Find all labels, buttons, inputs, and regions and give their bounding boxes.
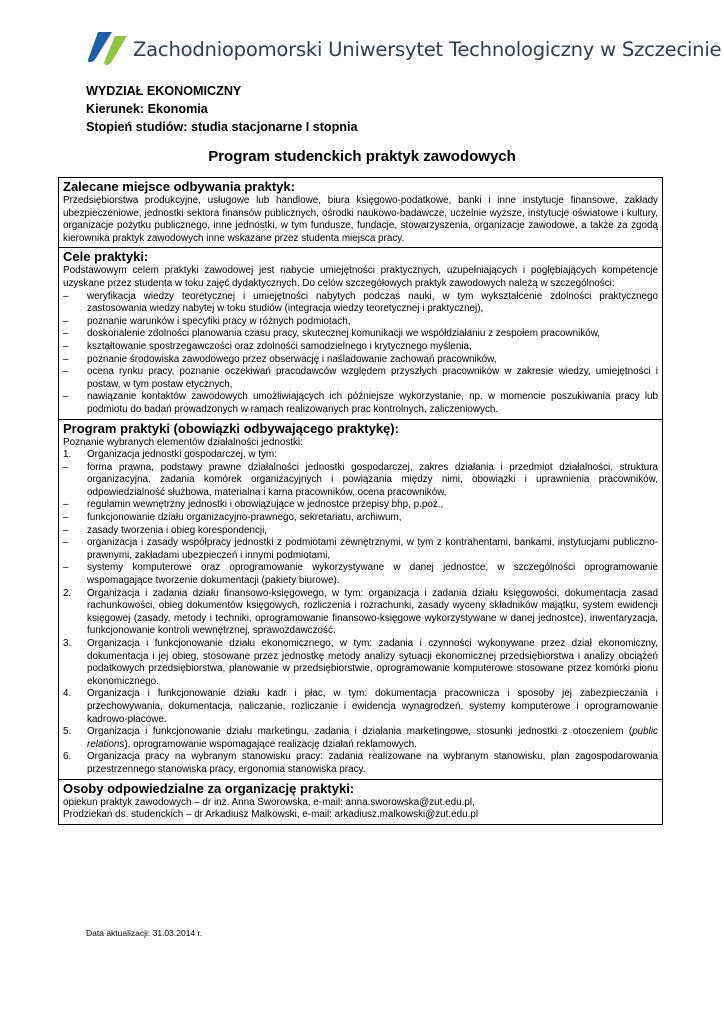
list-item-text: ocena rynku pracy, poznanie oczekiwań pracodawców względem przyszłych pracowników w zakresie wiedzy, umiejętności i postaw, w tym postaw etycznych, — [87, 366, 658, 390]
list-dash: – — [63, 366, 69, 378]
list-item-text: poznanie warunków i specyfiki pracy w różnych podmiotach, — [87, 315, 351, 327]
item-text-part: ), oprogramowanie wspomagające realizację działań reklamowych. — [124, 738, 417, 750]
item-text: Organizacja i zadania działu finansowo-księgowego, w tym: organizacja i zadania działu księgowości, dokumentacja zasad rachunkowości, obieg dokumentów księgowych, rozliczenia i rozrachunki, zasady wyceny składników majątku, system ewidencji księgowej (zasady, metody i techniki, oprogramowanie finansowo-księgowe wykorzystywane w danej jednostce), inwentaryzacja, funkcjonowanie kontroli wewnętrznej, sprawozdawczość. — [87, 587, 658, 637]
university-name: Zachodniopomorski Uniwersytet Technologiczny w Szczecinie — [133, 38, 722, 62]
section-text: Przedsiębiorstwa produkcyjne, usługowe lub handlowe, biura księgowo-podatkowe, banki i inne instytucje finansowe, zakłady ubezpieczeniowe, jednostki sektora finansów publicznych, ośrodki naukowo-badawcze, uczelnie wyższe, instytucje oświatowe i kultury, organizacje pożytku publicznego, inne jednostki, w tym fundusze, fundacje, stowarzyszenia, organizacje zawodowe, a także za zgodą kierownika praktyk zawodowych inne wskazane przez studenta miejsca pracy. — [63, 195, 658, 244]
list-item — [63, 462, 658, 500]
university-logo — [86, 30, 721, 70]
field-of-study: Kierunek: Ekonomia — [86, 102, 208, 116]
section-program — [59, 419, 662, 779]
contact-line: Prodziekan ds. studenckich – dr Arkadiusz Malkowski, e-mail: arkadiusz.malkowski@zut.edu.pl — [63, 809, 479, 821]
list-item-text: zasady tworzenia i obieg korespondencji, — [87, 524, 268, 536]
section-heading: Cele praktyki: — [63, 249, 149, 265]
list-item — [63, 316, 658, 329]
list-item — [63, 512, 658, 525]
list-item — [63, 562, 658, 587]
list-dash: – — [63, 391, 69, 403]
item-text: Organizacja i funkcjonowanie działu ekonomicznego, w tym: zadania i czynności wykonywane przez dział ekonomiczny, dokumentacja i jej obieg, stosowane przez jednostkę metody analizy sytuacji ekonomicznej przedsiębiorstwa i analizy obciążeń podatkowych przedsiębiorstwa, planowanie w przedsiębiorstwie, oprogramowanie komputerowe stosowane przez komórki pionu ekonomicznego. — [87, 638, 658, 687]
page-title: Program studenckich praktyk zawodowych — [208, 148, 516, 165]
item-number: 3. — [63, 638, 72, 649]
list-item — [63, 341, 658, 354]
list-dash: – — [63, 562, 69, 574]
item-number: 1. — [63, 449, 72, 461]
item-text: Organizacja jednostki gospodarczej, w tym: — [87, 449, 277, 461]
section-heading: Program praktyki (obowiązki odbywającego praktykę): — [63, 420, 399, 436]
list-item-text: nawiązanie kontaktów zawodowych umożliwiających ich późniejsze wykorzystanie, np. w momencie poszukiwania pracy lub podmiotu do badań prowadzonych w ramach realizowanych prac kontrolnych, zaliczeniowych. — [87, 391, 658, 415]
list-item — [63, 391, 658, 416]
list-dash: – — [63, 524, 69, 536]
list-item-text: weryfikacja wiedzy teoretycznej i umiejętności nabytych podczas nauki, w tym wykształcenie zdolności praktycznego zastosowania wiedzy nabytej w toku studiów (integracja wiedzy teoretycznej i praktycznej), — [87, 290, 658, 315]
list-dash: – — [63, 499, 69, 511]
list-dash: – — [63, 340, 69, 352]
list-item-text: systemy komputerowe oraz oprogramowanie wykorzystywane w danej jednostce, w szczególności oprogramowanie wspomagające tworzenie dokumentacji (pakiety biurowe). — [87, 562, 658, 587]
list-item-text: kształtowanie spostrzegawczości oraz zdolności samodzielnego i krytycznego myślenia, — [87, 340, 472, 352]
item-number: 4. — [63, 688, 72, 700]
numbered-item — [63, 588, 658, 638]
list-item-text: forma prawna, podstawy prawne działalności jednostki gospodarczej, zakres działania i przedmiot działalności, struktura organizacyjna, zadania komórek organizacyjnych i powiązania między nimi, obowiązki i uprawnienia pracowników, odpowiedzialność służbowa, materialna i karna pracowników, ocena pracowników, — [87, 461, 658, 498]
numbered-item — [63, 751, 658, 776]
list-item — [63, 525, 658, 538]
list-dash: – — [63, 290, 69, 302]
item-text-italic: public relations — [87, 726, 658, 750]
section-heading: Zalecane miejsce odbywania praktyk: — [63, 179, 295, 194]
numbered-item — [63, 688, 658, 726]
faculty-label: WYDZIAŁ EKONOMICZNY — [86, 84, 242, 98]
list-item — [63, 328, 658, 341]
section-intro: Poznanie wybranych elementów działalności jednostki: — [63, 436, 303, 448]
list-dash: – — [63, 353, 69, 365]
list-item — [63, 354, 658, 367]
item-text-part: Organizacja i funkcjonowanie działu marketingu, zadania i działania marketingowe, stosunki jednostki z otoczeniem ( — [87, 726, 633, 738]
list-item — [63, 366, 658, 391]
list-item-text: organizacja i zasady współpracy jednostki z podmiotami zewnętrznymi, w tym z kontrahentami, bankami, instytucjami publiczno-prawnymi, zakładami ubezpieczeń i innymi podmiotami, — [87, 537, 658, 561]
item-text: Organizacja i funkcjonowanie działu kadr i płac, w tym: dokumentacja pracownicza i sposoby jej zabezpieczania i przechowywania, dokumentacja, naliczanie, rozliczanie i ewidencja wynagrodzeń, systemy komputerowe i oprogramowanie kadrowo-płacowe. — [87, 688, 658, 725]
item-text: Organizacja pracy na wybranym stanowisku pracy: zadania realizowane na wybranym stanowisku, plan zagospodarowania przestrzennego stanowiska pracy, ergonomia stanowiska pracy. — [87, 751, 658, 775]
update-date: Data aktualizacji: 31.03.2014 r. — [86, 928, 203, 938]
item-number: 6. — [63, 751, 72, 763]
item-number: 5. — [63, 726, 72, 738]
list-item — [63, 291, 658, 316]
program-table — [58, 177, 663, 825]
numbered-item — [63, 638, 658, 688]
list-item-text: regulamin wewnętrzny jednostki i obowiązujące w jednostce przepisy bhp, p.poż., — [87, 499, 444, 511]
numbered-item — [63, 726, 658, 751]
document-header — [86, 82, 358, 136]
list-dash: – — [63, 537, 69, 549]
list-item-text: poznanie środowiska zawodowego przez obserwację i naśladowanie zachowań pracowników, — [87, 353, 497, 365]
section-heading: Osoby odpowiedzialne za organizację praktyki: — [63, 780, 355, 796]
section-goals — [59, 247, 662, 418]
study-level: Stopień studiów: studia stacjonarne I stopnia — [86, 120, 358, 134]
list-item — [63, 537, 658, 562]
section-intro: Podstawowym celem praktyki zawodowej jest nabycie umiejętności praktycznych, uzupełniających i pogłębiających kompetencje uzyskane przez studenta w toku zajęć dydaktycznych. Do celów szczegółowych praktyk zawodowych należą w szczególności: — [63, 265, 658, 289]
item-text — [87, 726, 658, 751]
list-item — [63, 499, 658, 512]
zut-logo-icon — [86, 30, 130, 70]
section-place — [59, 178, 662, 247]
list-dash: – — [63, 461, 69, 473]
list-dash: – — [63, 315, 69, 327]
item-number: 2. — [63, 587, 72, 599]
list-item-text: funkcjonowanie działu organizacyjno-prawnego, sekretariatu, archiwum, — [87, 512, 402, 524]
numbered-item — [63, 449, 658, 462]
list-dash: – — [63, 512, 69, 524]
list-item-text: doskonalenie zdolności planowania czasu pracy, skutecznej komunikacji we współdziałaniu z zespołem pracowników, — [87, 328, 601, 340]
contact-line: opiekun praktyk zawodowych – dr inż. Anna Sworowska, e-mail: anna.sworowska@zut.edu.pl, — [63, 796, 475, 808]
section-responsible — [59, 779, 662, 824]
list-dash: – — [63, 328, 69, 340]
